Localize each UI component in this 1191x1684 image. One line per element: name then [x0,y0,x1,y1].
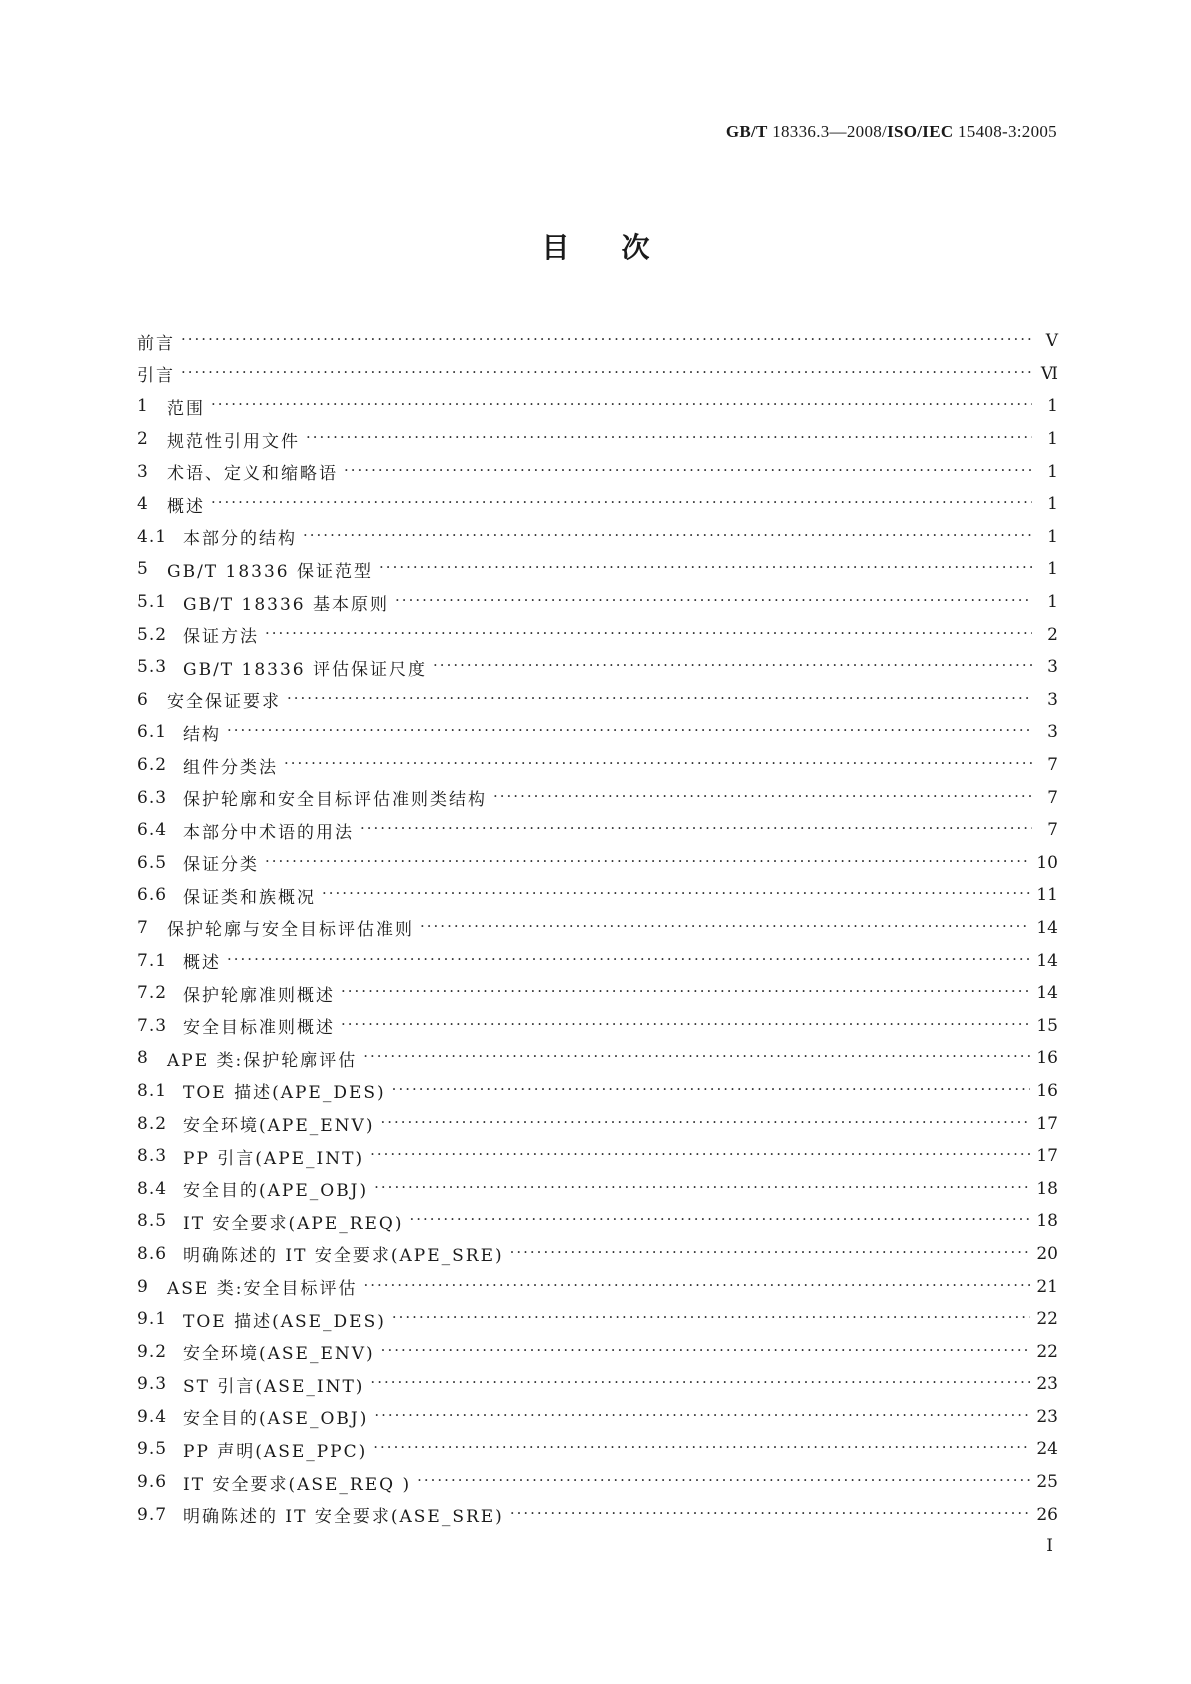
toc-entry-number: 8 [137,1048,149,1069]
toc-entry-number: 5 [137,559,149,580]
toc-entry[interactable] [137,521,1058,554]
toc-entry-page: 1 [1047,592,1058,613]
toc-entry-title: 保证类和族概况 [183,887,316,908]
dot-leader [181,331,1032,351]
toc-entry-title: 安全环境(APE_ENV) [183,1116,375,1137]
toc-entry-title: 保护轮廓准则概述 [183,985,335,1006]
toc-entry[interactable] [137,1401,1058,1434]
toc-entry-page: 14 [1036,950,1058,971]
toc-entry-title: PP 引言(APE_INT) [183,1148,365,1169]
toc-entry-page: 10 [1036,852,1058,873]
toc-entry-title: 组件分类法 [183,757,278,778]
dot-leader [227,722,1032,742]
toc-entry-number: 6.3 [137,787,168,808]
toc-entry-page: 18 [1036,1211,1058,1232]
table-of-contents [137,325,1058,1531]
toc-entry[interactable] [137,716,1058,749]
toc-entry[interactable] [137,1335,1058,1368]
toc-entry-page: 1 [1047,494,1058,515]
dot-leader [211,494,1032,514]
toc-entry-page: 14 [1036,983,1058,1004]
toc-entry-title: 安全目的(APE_OBJ) [183,1181,369,1202]
dot-leader [374,1179,1030,1199]
toc-entry[interactable] [137,390,1058,423]
toc-entry-page: 22 [1036,1341,1058,1362]
toc-entry-number: 8.6 [137,1243,168,1264]
toc-entry-title: APE 类:保护轮廓评估 [167,1050,358,1071]
toc-entry-page: 16 [1036,1080,1058,1101]
dot-leader [370,1146,1030,1166]
toc-entry[interactable] [137,1303,1058,1336]
toc-entry-number: 4 [137,494,149,515]
toc-entry-page: 15 [1036,1015,1058,1036]
dot-leader [363,1277,1030,1297]
dot-leader [392,1081,1031,1101]
toc-entry-number: 9.4 [137,1406,168,1427]
toc-entry-title: 引言 [137,366,175,387]
toc-entry[interactable] [137,618,1058,651]
dot-leader [381,1342,1031,1362]
toc-entry[interactable] [137,977,1058,1010]
toc-entry-title: 保证方法 [183,627,259,648]
dot-leader [303,527,1032,547]
dot-leader [363,1048,1030,1068]
toc-entry[interactable] [137,847,1058,880]
toc-entry-number: 9.1 [137,1309,168,1330]
toc-entry[interactable] [137,1042,1058,1075]
toc-entry-number: 9.5 [137,1439,168,1460]
toc-entry-number: 6.1 [137,722,168,743]
toc-entry-number: 6.4 [137,820,168,841]
toc-entry-number: 7.2 [137,983,168,1004]
toc-entry-page: 1 [1047,559,1058,580]
toc-entry-page: 3 [1047,657,1058,678]
toc-entry-page: 1 [1047,429,1058,450]
toc-entry-title: 明确陈述的 IT 安全要求(ASE_SRE) [183,1507,504,1528]
toc-entry-page: 11 [1036,885,1058,906]
toc-entry-number: 1 [137,396,149,417]
dot-leader [510,1244,1031,1264]
toc-entry-title: 安全目的(ASE_OBJ) [183,1409,369,1430]
toc-entry-page: 2 [1047,624,1058,645]
dot-leader [227,951,1030,971]
toc-entry-page: 17 [1036,1146,1058,1167]
toc-entry-number: 6 [137,689,149,710]
toc-entry-number: 5.2 [137,624,168,645]
dot-leader [374,1407,1030,1427]
toc-entry[interactable] [137,1009,1058,1042]
toc-entry[interactable] [137,1498,1058,1531]
toc-entry[interactable] [137,1140,1058,1173]
dot-leader [510,1505,1031,1525]
dot-leader [341,1016,1030,1036]
toc-entry-page: Ⅵ [1040,363,1058,384]
toc-entry-page: 26 [1036,1504,1058,1525]
toc-entry-title: 本部分中术语的用法 [183,822,354,843]
toc-entry[interactable] [137,814,1058,847]
toc-entry-title: TOE 描述(ASE_DES) [183,1311,386,1332]
toc-entry[interactable] [137,455,1058,488]
toc-entry-number: 8.4 [137,1178,168,1199]
dot-leader [493,788,1032,808]
toc-entry-page: 7 [1047,787,1058,808]
dot-leader [306,429,1032,449]
dot-leader [420,918,1030,938]
toc-entry[interactable] [137,488,1058,521]
toc-entry[interactable] [137,553,1058,586]
toc-entry-number: 4.1 [137,526,168,547]
dot-leader [265,625,1032,645]
toc-entry-page: 24 [1036,1439,1058,1460]
toc-entry[interactable] [137,325,1058,358]
toc-entry-title: GB/T 18336 基本原则 [183,594,390,615]
toc-entry[interactable] [137,1270,1058,1303]
dot-leader [392,1309,1030,1329]
toc-entry-title: 保证分类 [183,855,259,876]
toc-entry[interactable] [137,586,1058,619]
toc-entry-number: 8.1 [137,1080,168,1101]
toc-entry-title: PP 声明(ASE_PPC) [183,1441,368,1462]
toc-entry-number: 9.2 [137,1341,168,1362]
toc-entry-title: 前言 [137,333,175,354]
toc-entry-page: 21 [1036,1276,1058,1297]
dot-leader [433,657,1032,677]
dot-leader [284,755,1032,775]
toc-entry[interactable] [137,684,1058,717]
toc-entry-title: 概述 [167,496,205,517]
toc-entry-number: 6.2 [137,755,168,776]
toc-entry-number: 5.3 [137,657,168,678]
toc-entry-number: 3 [137,461,149,482]
toc-entry-number: 5.1 [137,592,168,613]
std-number: 18336.3—2008/ [767,122,888,141]
toc-entry-title: 明确陈述的 IT 安全要求(APE_SRE) [183,1246,504,1267]
toc-entry-page: 1 [1047,526,1058,547]
toc-entry-page: 22 [1036,1309,1058,1330]
page-title: 目次 [541,231,702,264]
toc-entry-title: 保护轮廓与安全目标评估准则 [167,920,414,941]
toc-entry[interactable] [137,1466,1058,1499]
toc-entry[interactable] [137,358,1058,391]
dot-leader [373,1439,1030,1459]
toc-entry-number: 2 [137,429,149,450]
toc-entry[interactable] [137,1075,1058,1108]
toc-entry-title: IT 安全要求(APE_REQ) [183,1213,404,1234]
toc-entry-title: 安全环境(ASE_ENV) [183,1344,375,1365]
toc-entry-title: 安全目标准则概述 [183,1018,335,1039]
toc-entry-page: 7 [1047,820,1058,841]
dot-leader [322,885,1030,905]
toc-entry-page: 1 [1047,396,1058,417]
toc-entry[interactable] [137,1107,1058,1140]
toc-entry-title: GB/T 18336 评估保证尺度 [183,659,428,680]
dot-leader [265,853,1030,873]
dot-leader [181,364,1032,384]
toc-entry-title: IT 安全要求(ASE_REQ ) [183,1474,412,1495]
toc-entry-page: 17 [1036,1113,1058,1134]
dot-leader [380,1114,1030,1134]
toc-entry[interactable] [137,912,1058,945]
toc-entry-number: 8.2 [137,1113,168,1134]
dot-leader [379,559,1032,579]
iso-number: 15408-3:2005 [953,122,1057,141]
toc-entry[interactable] [137,1172,1058,1205]
std-code: GB/T [725,122,768,141]
toc-entry[interactable] [137,1433,1058,1466]
toc-entry-title: 规范性引用文件 [167,431,300,452]
dot-leader [341,983,1030,1003]
toc-entry-number: 8.3 [137,1146,168,1167]
toc-entry[interactable] [137,781,1058,814]
toc-entry-number: 9 [137,1276,149,1297]
toc-entry-page: 1 [1047,461,1058,482]
dot-leader [370,1374,1030,1394]
toc-entry-number: 7.1 [137,950,168,971]
toc-entry[interactable] [137,879,1058,912]
dot-leader [417,1472,1030,1492]
toc-entry-number: 9.6 [137,1472,168,1493]
dot-leader [211,396,1032,416]
toc-entry-page: 25 [1036,1472,1058,1493]
toc-entry[interactable] [137,1205,1058,1238]
toc-entry-number: 7 [137,917,149,938]
toc-entry-title: 保护轮廓和安全目标评估准则类结构 [183,790,487,811]
iso-code: ISO/IEC [887,122,954,141]
toc-entry-title: 安全保证要求 [167,692,281,713]
toc-entry-number: 9.7 [137,1504,168,1525]
toc-entry-page: 16 [1036,1048,1058,1069]
toc-entry-title: TOE 描述(APE_DES) [183,1083,386,1104]
toc-entry-title: 结构 [183,724,221,745]
toc-entry[interactable] [137,1368,1058,1401]
dot-leader [287,690,1032,710]
toc-entry-title: 概述 [183,953,221,974]
toc-entry-title: ASE 类:安全目标评估 [167,1279,358,1300]
dot-leader [410,1211,1031,1231]
toc-entry-page: 3 [1047,722,1058,743]
toc-entry-page: 18 [1036,1178,1058,1199]
toc-entry-page: 7 [1047,755,1058,776]
toc-entry[interactable] [137,1238,1058,1271]
toc-entry-number: 6.5 [137,852,168,873]
toc-entry[interactable] [137,749,1058,782]
document-standard-number [726,122,1057,142]
toc-entry[interactable] [137,944,1058,977]
dot-leader [344,462,1032,482]
toc-entry-title: 本部分的结构 [183,529,297,550]
dot-leader [395,592,1032,612]
toc-entry-number: 7.3 [137,1015,168,1036]
toc-entry-page: 14 [1036,917,1058,938]
toc-entry-number: 8.5 [137,1211,168,1232]
toc-entry-page: 20 [1036,1243,1058,1264]
toc-entry-title: GB/T 18336 保证范型 [167,561,374,582]
toc-entry-number: 9.3 [137,1374,168,1395]
toc-entry[interactable] [137,423,1058,456]
toc-entry-title: ST 引言(ASE_INT) [183,1376,365,1397]
toc-entry-title: 术语、定义和缩略语 [167,464,338,485]
dot-leader [360,820,1032,840]
toc-entry-number: 6.6 [137,885,168,906]
page-number: Ⅰ [1046,1536,1053,1556]
toc-entry-page: 23 [1036,1406,1058,1427]
toc-entry-page: 3 [1047,689,1058,710]
toc-entry-title: 范围 [167,398,205,419]
toc-entry[interactable] [137,651,1058,684]
toc-entry-page: Ⅴ [1045,331,1058,352]
toc-entry-page: 23 [1036,1374,1058,1395]
